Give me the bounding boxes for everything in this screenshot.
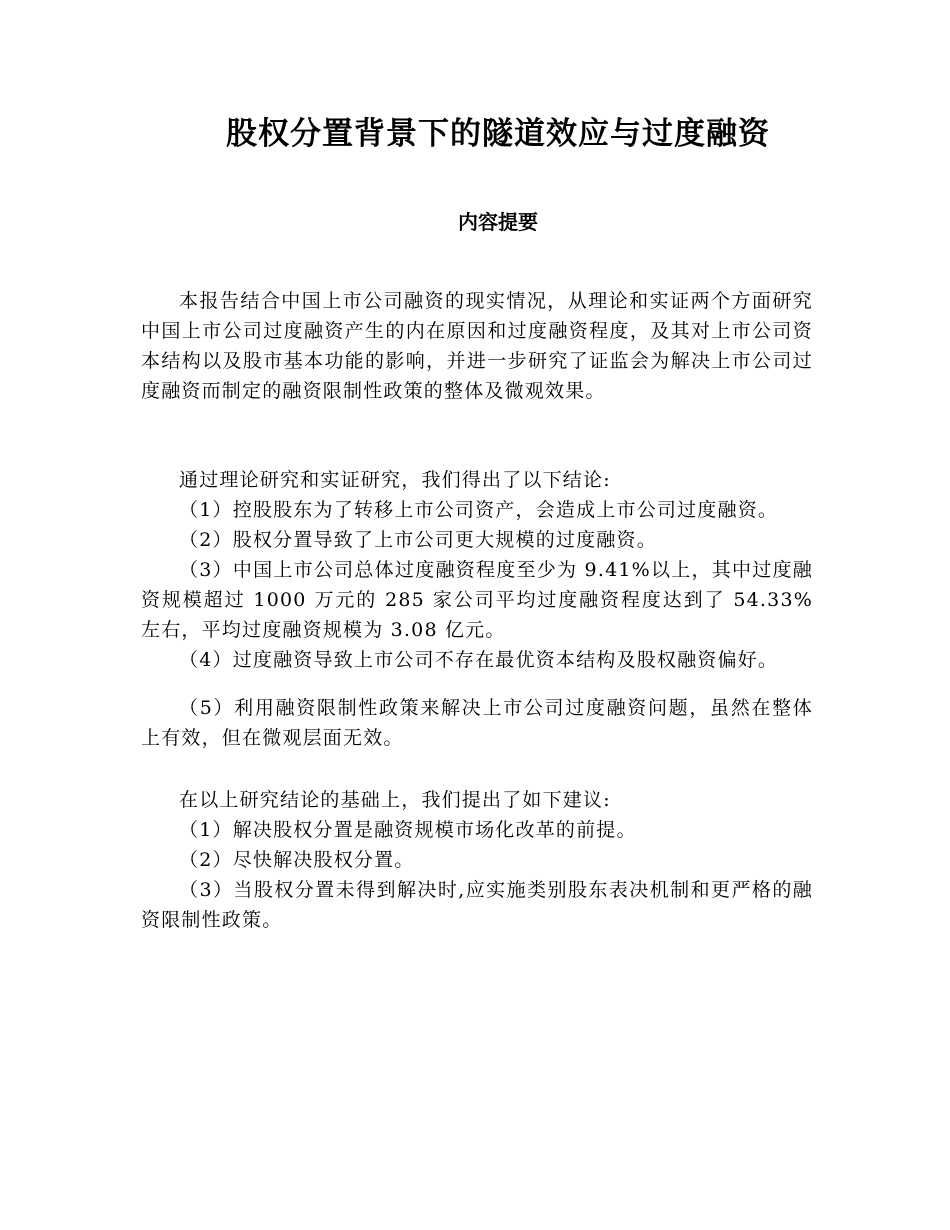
conclusion-item-3: （3）中国上市公司总体过度融资程度至少为 9.41%以上，其中过度融资规模超过 1000 万元的 285 家公司平均过度融资程度达到了 54.33%左右，平均过度融资规模为 3.08 亿元。: [141, 559, 813, 641]
conclusions-block: [141, 465, 813, 675]
conclusion-item-5: （5）利用融资限制性政策来解决上市公司过度融资问题，虽然在整体上有效，但在微观层面无效。: [141, 697, 813, 749]
suggestion-item-1: （1）解决股权分置是融资规模市场化改革的前提。: [179, 819, 637, 841]
conclusion-item-1: （1）控股股东为了转移上市公司资产，会造成上市公司过度融资。: [179, 499, 779, 521]
conclusion-item-5-block: [141, 693, 813, 753]
conclusion-item-2: （2）股权分置导致了上市公司更大规模的过度融资。: [179, 529, 657, 551]
suggestion-item-3: （3）当股权分置未得到解决时,应实施类别股东表决机制和更严格的融资限制性政策。: [141, 879, 813, 931]
abstract-paragraph: 本报告结合中国上市公司融资的现实情况，从理论和实证两个方面研究中国上市公司过度融资产生的内在原因和过度融资程度，及其对上市公司资本结构以及股市基本功能的影响，并进一步研究了证监会为解决上市公司过度融资而制定的融资限制性政策的整体及微观效果。: [141, 290, 813, 402]
document-title: 股权分置背景下的隧道效应与过度融资: [226, 116, 770, 152]
suggestions-intro: 在以上研究结论的基础上，我们提出了如下建议:: [179, 789, 611, 811]
conclusions-intro: 通过理论研究和实证研究，我们得出了以下结论:: [179, 469, 611, 491]
abstract-block: [141, 286, 813, 406]
conclusion-item-4: （4）过度融资导致上市公司不存在最优资本结构及股权融资偏好。: [179, 649, 779, 671]
suggestions-block: [141, 785, 813, 935]
suggestion-item-2: （2）尽快解决股权分置。: [179, 849, 415, 871]
section-heading-abstract: 内容提要: [458, 210, 538, 234]
